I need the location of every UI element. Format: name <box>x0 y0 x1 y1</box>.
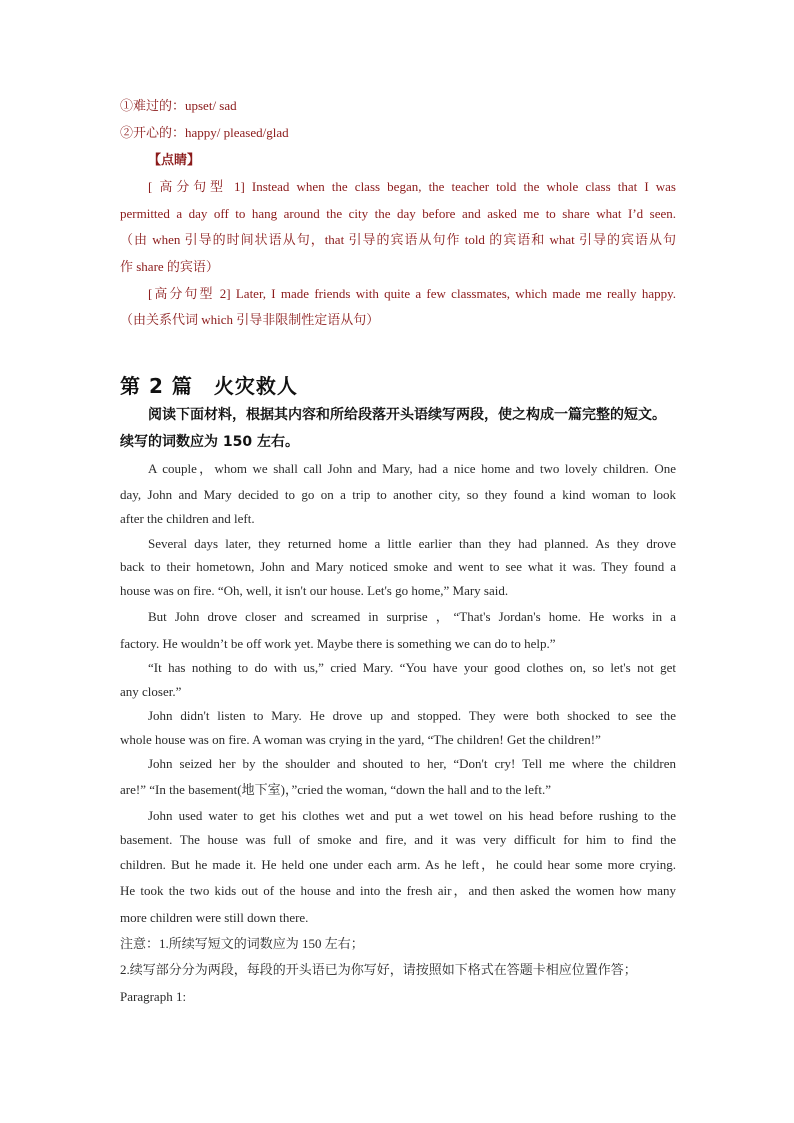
story-p2-line-3: house was on fire. “Oh, well, it isn't our house. Let's go home,” Mary said. <box>120 583 509 598</box>
tip-heading: 【点睛】 <box>148 152 201 167</box>
story-p3-line-2: factory. He wouldn’t be off work yet. Maybe there is something we can do to help.” <box>120 636 556 651</box>
sentence-1-line-3: （由 when 引导的时间状语从句，that 引导的宾语从句作 told 的宾语和 what 引导的宾语从句 <box>120 232 676 247</box>
story-p1-line-1: A couple，whom we shall call John and Mary, had a nice home and two lovely children. One <box>148 461 676 476</box>
story-p1-line-2: day, John and Mary decided to go on a trip to another city, so they found a kind woman to look <box>120 487 676 502</box>
sentence-2-line-1: [高分句型 2] Later, I made friends with quite a few classmates, which made me really happy. <box>148 286 676 301</box>
story-p6-line-1: John seized her by the shoulder and shouted to her, “Don't cry! Tell me where the children <box>148 756 676 771</box>
sentence-1-line-2: permitted a day off to hang around the city the day before and asked me to share what I’d seen. <box>120 206 676 221</box>
note-line-1: 注意：1.所续写短文的词数应为 150 左右； <box>120 936 364 951</box>
story-p2-line-1: Several days later, they returned home a little earlier than they had planned. As they drove <box>148 536 676 551</box>
instruction-line-1: 阅读下面材料，根据其内容和所给段落开头语续写两段，使之构成一篇完整的短文。 <box>148 407 666 423</box>
story-p4-line-2: any closer.” <box>120 684 182 699</box>
tip-item-1: ①难过的：upset/ sad <box>120 98 237 113</box>
story-p7-line-3: children. But he made it. He held one under each arm. As he left，he could hear some more crying. <box>120 857 676 872</box>
tip-item-2: ②开心的：happy/ pleased/glad <box>120 125 289 140</box>
story-p5-line-2: whole house was on fire. A woman was crying in the yard, “The children! Get the children!” <box>120 732 601 747</box>
note-line-2: 2.续写部分分为两段，每段的开头语已为你写好，请按照如下格式在答题卡相应位置作答； <box>120 962 637 977</box>
sentence-1-line-1: [ 高分句型 1] Instead when the class began, the teacher told the whole class that I was <box>148 179 676 194</box>
story-p1-line-3: after the children and left. <box>120 511 255 526</box>
story-p2-line-2: back to their hometown, John and Mary noticed smoke and went to see what it was. They found a <box>120 559 676 574</box>
story-p4-line-1: “It has nothing to do with us,” cried Mary. “You have your good clothes on, so let's not get <box>148 660 676 675</box>
note-paragraph-label: Paragraph 1: <box>120 989 187 1004</box>
story-p7-line-1: John used water to get his clothes wet and put a wet towel on his head before rushing to the <box>148 808 676 823</box>
story-p7-line-4: He took the two kids out of the house and into the fresh air，and then asked the women how many <box>120 883 676 898</box>
sentence-2-line-2: （由关系代词 which 引导非限制性定语从句） <box>120 312 380 327</box>
story-p3-line-1: But John drove closer and screamed in surprise ，“That's Jordan's home. He works in a <box>148 609 676 624</box>
story-p5-line-1: John didn't listen to Mary. He drove up and stopped. They were both shocked to see the <box>148 708 676 723</box>
story-p7-line-2: basement. The house was full of smoke and fire, and it was very difficult for him to find the <box>120 832 676 847</box>
instruction-line-2: 续写的词数应为 150 左右。 <box>120 434 299 450</box>
section-title: 第 2 篇 火灾救人 <box>120 374 298 398</box>
story-p6-line-2: are!” “In the basement(地下室)，”cried the woman, “down the hall and to the left.” <box>120 782 551 797</box>
sentence-1-line-4: 作 share 的宾语） <box>120 259 219 274</box>
story-p7-line-5: more children were still down there. <box>120 910 309 925</box>
